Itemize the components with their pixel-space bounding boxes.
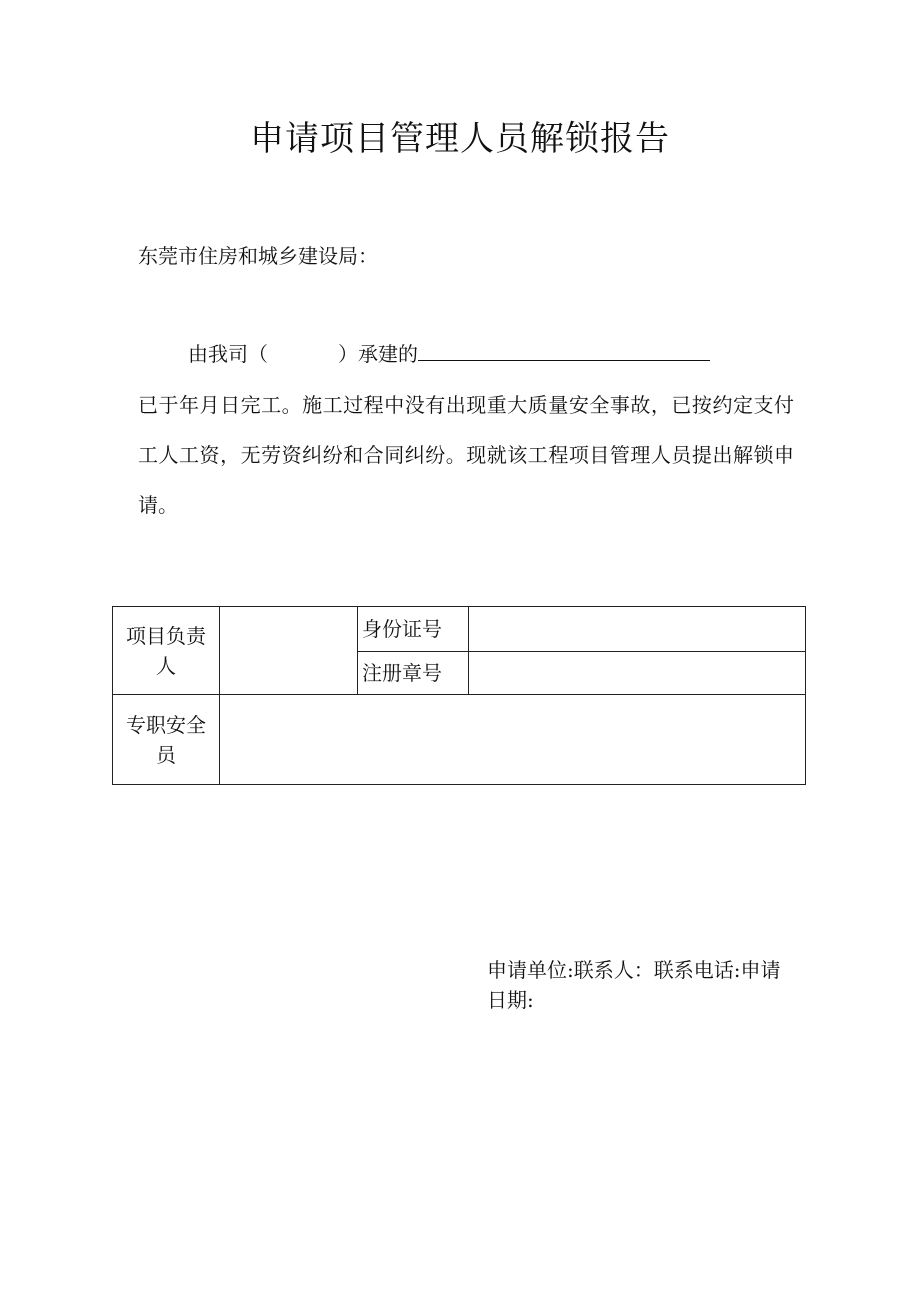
signature-block: 申请单位:联系人：联系电话:申请日期: [487, 958, 781, 1012]
registration-number-value [469, 652, 806, 695]
document-title: 申请项目管理人员解锁报告 [250, 119, 670, 159]
intro-mid: ）承建的 [338, 342, 418, 366]
body-paragraph: 已于年月日完工。施工过程中没有出现重大质量安全事故，已按约定支付工人工资，无劳资纠纷和合同纠纷。现就该工程项目管理人员提出解锁申请。 [138, 393, 794, 517]
id-number-label: 身份证号 [358, 607, 469, 652]
project-manager-label: 项目负责人 [113, 607, 220, 695]
project-name-blank [418, 338, 710, 361]
safety-officer-label: 专职安全员 [113, 695, 220, 785]
id-number-value [469, 607, 806, 652]
intro-prefix: 由我司（ [188, 342, 268, 366]
intro-line [188, 338, 710, 370]
registration-number-label: 注册章号 [358, 652, 469, 695]
personnel-table [112, 606, 806, 785]
safety-officer-value [220, 695, 806, 785]
project-manager-value [220, 607, 358, 695]
addressee: 东莞市住房和城乡建设局： [138, 244, 378, 268]
